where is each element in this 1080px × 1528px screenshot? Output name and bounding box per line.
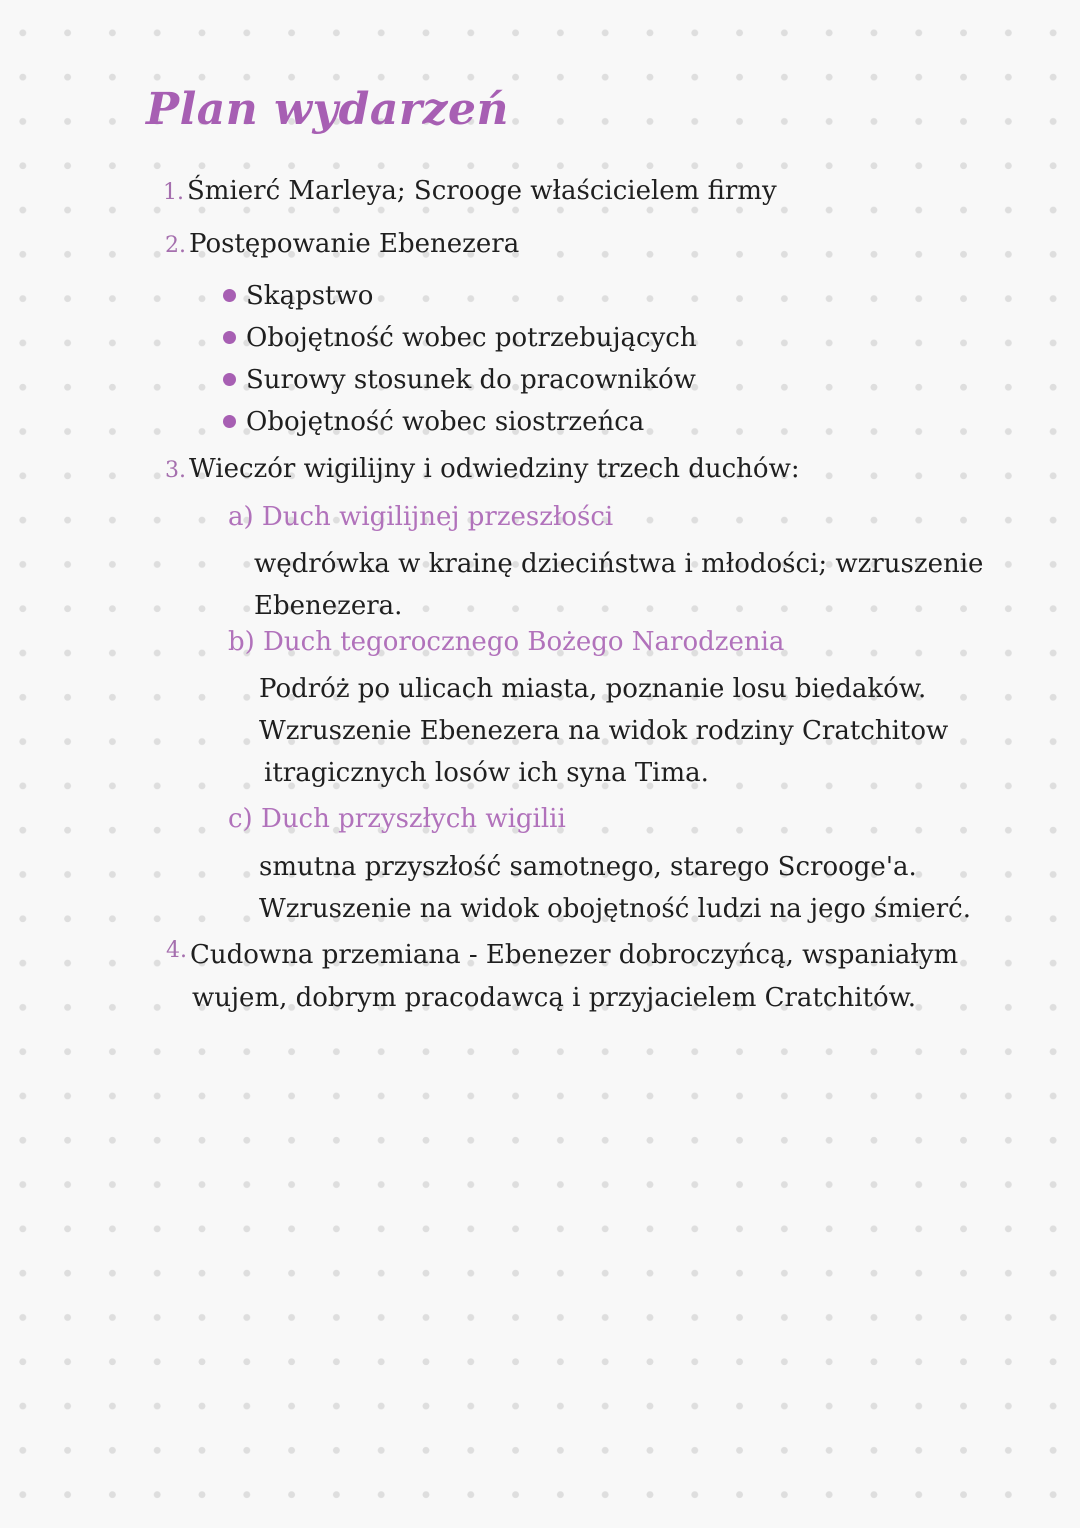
spirit-heading-present: b) Duch tegorocznego Bożego Narodzenia (228, 627, 785, 657)
bullet-text: Surowy stosunek do pracowników (246, 365, 696, 395)
bullet-text: Obojętność wobec potrzebujących (246, 323, 697, 353)
bullet-text: Obojętność wobec siostrzeńca (246, 407, 645, 437)
spirit-description-line: wędrówka w krainę dzieciństwa i młodości; wzruszenie (254, 549, 984, 579)
spirit-description-line: smutna przyszłość samotnego, starego Scrooge'a. (259, 852, 917, 882)
list-item-number: 2. (165, 233, 186, 258)
list-item-text: Wieczór wigilijny i odwiedziny trzech duchów: (189, 454, 800, 484)
spirit-heading-future: c) Duch przyszłych wigilii (228, 804, 566, 834)
bullet-dot-icon (223, 415, 236, 428)
bullet-text: Skąpstwo (246, 281, 374, 311)
list-item-text: Śmierć Marleya; Scrooge właścicielem firmy (187, 176, 777, 206)
list-item-1 (163, 174, 777, 210)
bullet-item (223, 321, 697, 355)
list-item-number: 1. (163, 180, 184, 205)
spirit-description-line: Ebenezera. (254, 591, 403, 621)
bullet-item (223, 279, 373, 313)
list-item-text-continuation: wujem, dobrym pracodawcą i przyjacielem Cratchitów. (192, 983, 917, 1013)
list-item-number: 4. (166, 938, 187, 963)
spirit-description-line: Podróż po ulicach miasta, poznanie losu biedaków. (259, 674, 927, 704)
list-item-text: Cudowna przemiana - Ebenezer dobroczyńcą, wspaniałym (190, 940, 959, 970)
spirit-description-line: Wzruszenie Ebenezera na widok rodziny Cratchitow (259, 716, 949, 746)
spirit-heading-past: a) Duch wigilijnej przeszłości (228, 502, 614, 532)
page-title: Plan wydarzeń (146, 84, 509, 135)
bullet-item (223, 363, 696, 397)
bullet-dot-icon (223, 331, 236, 344)
list-item-3 (165, 452, 800, 488)
bullet-item (223, 405, 644, 439)
spirit-description-line: Wzruszenie na widok obojętność ludzi na jego śmierć. (259, 894, 972, 924)
list-item-4 (166, 938, 958, 974)
list-item-text: Postępowanie Ebenezera (189, 229, 520, 259)
list-item-number: 3. (165, 458, 186, 483)
bullet-dot-icon (223, 289, 236, 302)
spirit-description-line: itragicznych losów ich syna Tima. (264, 758, 709, 788)
bullet-dot-icon (223, 373, 236, 386)
list-item-2 (165, 227, 519, 263)
